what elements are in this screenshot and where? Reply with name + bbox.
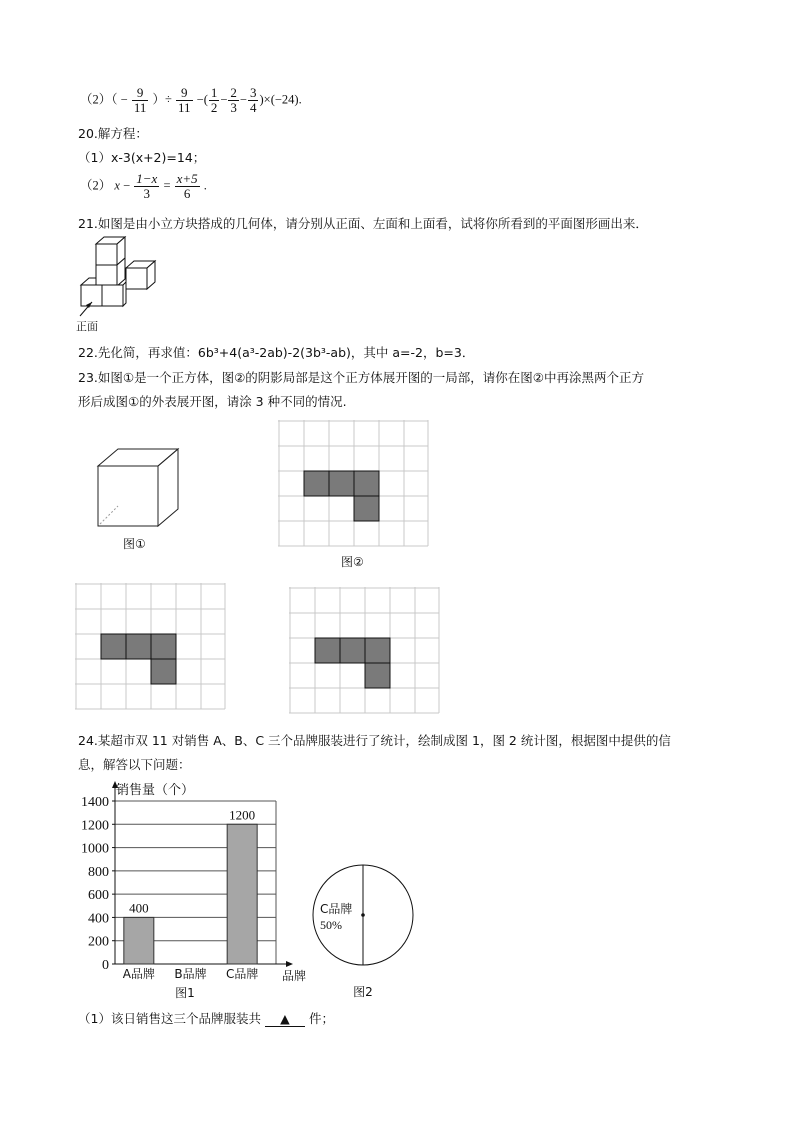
x-axis-label: 品牌 — [282, 969, 307, 983]
frac-num: 9 — [176, 86, 193, 101]
fraction-9-11-b — [176, 86, 193, 115]
frac-num: 1−x — [136, 171, 158, 186]
q20-part2-label: （2） — [80, 178, 112, 193]
var-x: x — [114, 178, 120, 193]
y-tick-label: 800 — [88, 864, 109, 880]
q20-part1: （1）x-3(x+2)=14； — [78, 150, 206, 165]
y-tick-label: 1000 — [81, 841, 109, 857]
answer-blank[interactable]: ▲ — [265, 1011, 305, 1027]
x-tick-label: C品牌 — [225, 967, 259, 981]
q19-part2 — [80, 86, 302, 115]
figure2-grid — [278, 420, 430, 570]
fig2-caption: 图② — [341, 555, 364, 569]
q23-line1: 23.如图①是一个正方体，图②的阴影局部是这个正方体展开图的一局部，请你在图②中再涂黑两个正方 — [78, 370, 644, 385]
y-axis-label: 销售量（个） — [116, 783, 195, 798]
fraction-1-2 — [209, 86, 220, 115]
fraction-x-plus-5-over-6 — [175, 172, 200, 201]
x-axis-arrow — [286, 961, 293, 967]
x-tick-label: B品牌 — [174, 967, 207, 981]
bar — [124, 917, 154, 964]
divide-sign: ）÷ — [152, 92, 172, 107]
fraction-9-11-a — [132, 86, 149, 115]
x-tick-label: A品牌 — [122, 967, 155, 981]
fig1-caption: 图① — [123, 537, 146, 551]
q19-part2-label: （2）（ — [80, 92, 118, 107]
minus-paren: −( — [196, 92, 208, 107]
pie-slice-percent: 50% — [320, 918, 342, 932]
q22-text: 22.先化简，再求值：6b³+4(a³-2ab)-2(3b³-ab)，其中 a=-2，b=3． — [78, 345, 475, 360]
pie-slice-label: C品牌 — [320, 902, 353, 916]
q20-title: 20.解方程： — [78, 126, 148, 141]
frac-num: 9 — [132, 86, 149, 101]
q23-line2: 形后成图①的外表展开图，请涂 3 种不同的情况. — [78, 394, 347, 409]
q19-part2-tail: )×(−24). — [259, 92, 302, 107]
minus-sign: − — [239, 92, 247, 107]
fraction-3-4 — [248, 86, 259, 115]
minus-sign: − — [220, 92, 228, 107]
fraction-1-minus-x-over-3 — [134, 172, 159, 201]
frac-den: 11 — [133, 100, 147, 115]
pie-chart-figure2 — [305, 860, 420, 1000]
y-tick-label: 400 — [88, 911, 109, 927]
minus-sign: − — [123, 178, 131, 193]
bar-chart-figure1 — [70, 776, 320, 1001]
q21-cube-figure — [74, 236, 164, 334]
frac-den: 2 — [210, 100, 218, 115]
figure1-cube — [90, 446, 190, 556]
chart-title: 图1 — [175, 986, 195, 1000]
frac-den: 3 — [143, 186, 151, 201]
minus-sign: − — [120, 92, 128, 107]
q24-line1: 24.某超市双 11 对销售 A、B、C 三个品牌服装进行了统计，绘制成图 1，图 2 统计图，根据图中提供的信 — [78, 733, 671, 748]
frac-num: 3 — [249, 85, 257, 100]
frac-den: 4 — [249, 100, 257, 115]
q24-sub1-suffix: 件； — [308, 1011, 334, 1026]
frac-num: 1 — [210, 85, 218, 100]
period: . — [203, 178, 207, 193]
q24-sub1-prefix: （1）该日销售这三个品牌服装共 — [78, 1011, 261, 1026]
chart-title: 图2 — [353, 985, 373, 999]
pie-center — [361, 913, 365, 917]
answer-grid-1 — [75, 583, 227, 711]
q24-sub1 — [78, 1009, 334, 1027]
bar — [227, 824, 257, 964]
frac-num: 2 — [230, 85, 237, 100]
y-tick-label: 0 — [102, 958, 109, 973]
y-tick-label: 1400 — [81, 795, 109, 810]
cube-front-face — [96, 244, 117, 265]
frac-num: x+5 — [176, 171, 198, 186]
answer-grid-2 — [289, 587, 441, 715]
q20-part2 — [80, 172, 207, 201]
q21-text: 21.如图是由小立方块搭成的几何体，请分别从正面、左面和上面看，试将你所看到的平面图形画出来． — [78, 216, 648, 231]
front-label: 正面 — [76, 320, 98, 333]
y-tick-label: 600 — [88, 888, 109, 904]
equals-sign: = — [163, 178, 171, 193]
q24-line2: 息，解答以下问题： — [78, 757, 191, 772]
fraction-2-3 — [228, 86, 239, 115]
y-tick-label: 200 — [88, 934, 109, 950]
frac-den: 11 — [177, 100, 191, 115]
y-tick-label: 1200 — [81, 818, 109, 834]
frac-den: 6 — [183, 186, 191, 201]
bar-data-label: 1200 — [229, 807, 256, 823]
frac-den: 3 — [230, 100, 237, 115]
bar-data-label: 400 — [129, 900, 149, 916]
